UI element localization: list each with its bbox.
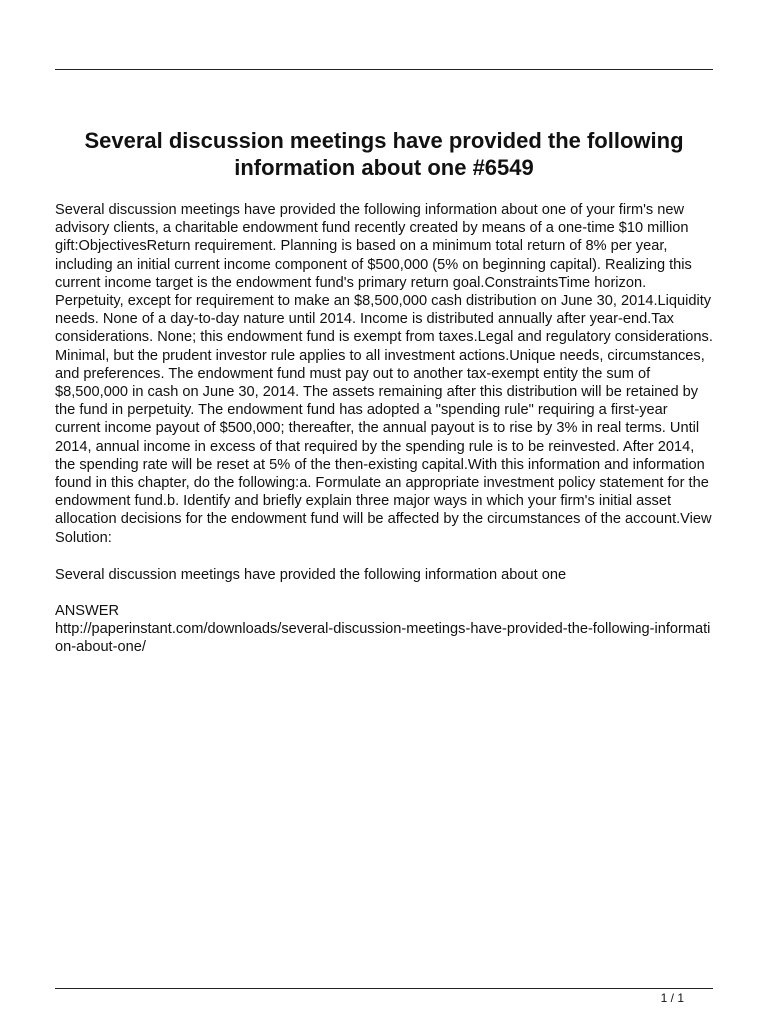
top-divider bbox=[55, 69, 713, 70]
bottom-divider bbox=[55, 988, 713, 989]
document-title: Several discussion meetings have provided the following information about one #6549 bbox=[84, 128, 684, 180]
question-body: Several discussion meetings have provided the following information about one of your firm's new advisory clients, a charitable endowment fund recently created by means of a one-time $10 million gift:ObjectivesReturn requirement. Planning is based on a minimum total return of 8% per year, including an initial current income component of $500,000 (5% on beginning capital). Realizing this current income target is the endowment fund's primary return goal.ConstraintsTime horizon. Perpetuity, except for requirement to make an $8,500,000 cash distribution on June 30, 2014.Liquidity needs. None of a day-to-day nature until 2014. Income is distributed annually after year-end.Tax considerations. None; this endowment fund is exempt from taxes.Legal and regulatory considerations. Minimal, but the prudent investor rule applies to all investment actions.Unique needs, circumstances, and preferences. The endowment fund must pay out to another tax-exempt entity the sum of $8,500,000 in cash on June 30, 2014. The assets remaining after this distribution will be retained by the fund in perpetuity. The endowment fund has adopted a "spending rule" requiring a first-year current income payout of $500,000; thereafter, the annual payout is to rise by 3% in real terms. Until 2014, annual income in excess of that required by the spending rule is to be reinvested. After 2014, the spending rate will be reset at 5% of the then-existing capital.With this information and information found in this chapter, do the following:a. Formulate an appropriate investment policy statement for the endowment fund.b. Identify and briefly explain three major ways in which your firm's initial asset allocation decisions for the endowment fund will be affected by the circumstances of the account.View Solution: bbox=[55, 202, 713, 546]
answer-label: ANSWER bbox=[55, 603, 120, 619]
answer-link[interactable]: http://paperinstant.com/downloads/several-discussion-meetings-have-provided-the-following-information-about-one/ bbox=[55, 621, 711, 656]
page-number: 1 / 1 bbox=[660, 991, 684, 1005]
question-summary: Several discussion meetings have provided the following information about one bbox=[55, 567, 567, 583]
